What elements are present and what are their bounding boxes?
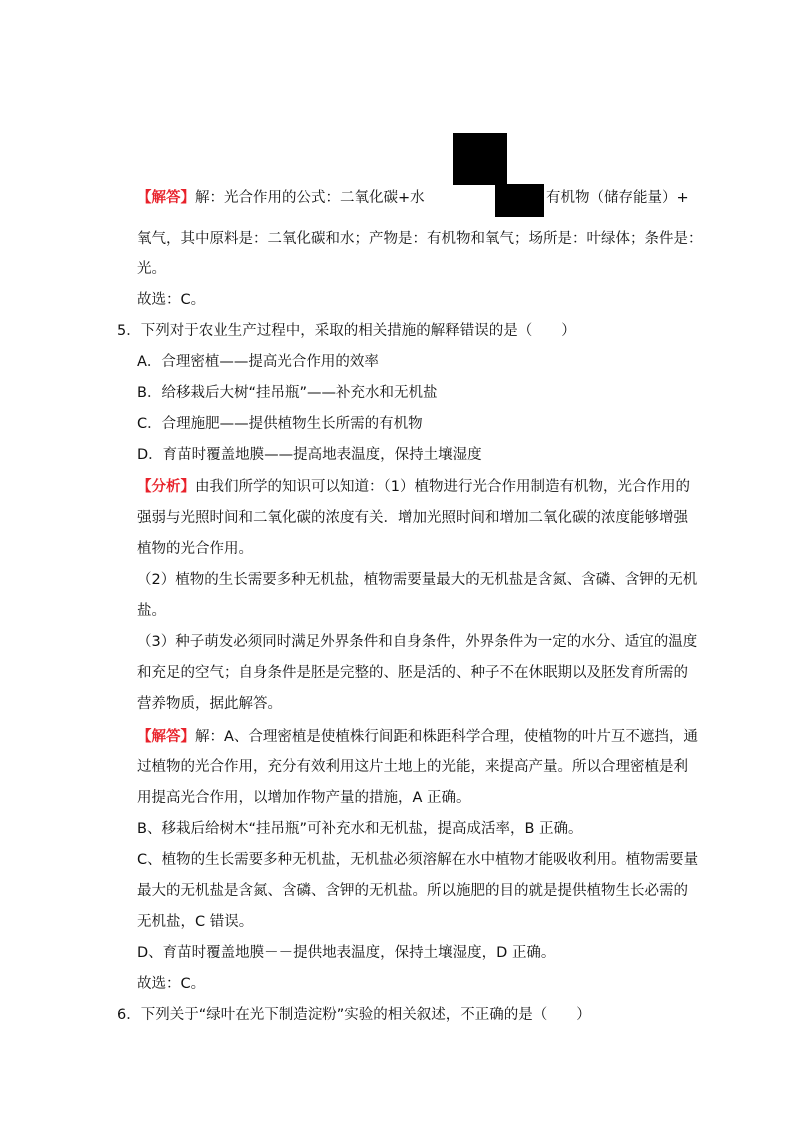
q5-option-c: C．合理施肥——提供植物生长所需的有机物 — [137, 416, 423, 432]
redaction-block-lower — [495, 184, 544, 217]
analysis-text: 由我们所学的知识可以知道：（1）植物进行光合作用制造有机物，光合作用的 — [195, 479, 690, 495]
q4-answer-line-3: 光。 — [137, 261, 166, 277]
q4-answer-line-1 — [137, 188, 425, 208]
q5-option-a: A．合理密植——提高光合作用的效率 — [137, 354, 379, 370]
q5-answer-line-1 — [137, 727, 698, 747]
q5-answer-line-6: 最大的无机盐是含氮、含磷、含钾的无机盐。所以施肥的目的就是提供植物生长必需的 — [137, 883, 688, 899]
q4-answer-line-1-tail: 有机物（储存能量）+ — [546, 190, 689, 206]
q5-answer-line-2: 过植物的光合作用，充分有效利用这片土地上的光能，来提高产量。所以合理密植是利 — [137, 759, 688, 775]
q4-choose: 故选：C。 — [137, 292, 206, 308]
q5-analysis-line-6: （3）种子萌发必须同时满足外界条件和自身条件，外界条件为一定的水分、适宜的温度 — [137, 634, 698, 650]
q5-analysis-line-4: （2）植物的生长需要多种无机盐，植物需要量最大的无机盐是含氮、含磷、含钾的无机 — [137, 572, 698, 588]
q5-answer-line-3: 用提高光合作用，以增加作物产量的措施，A 正确。 — [137, 790, 471, 806]
q5-answer-line-5: C、植物的生长需要多种无机盐，无机盐必须溶解在水中植物才能吸收利用。植物需要量 — [137, 852, 699, 868]
q6-question: 6．下列关于“绿叶在光下制造淀粉”实验的相关叙述，不正确的是（ ） — [117, 1007, 591, 1023]
q5-answer-line-7: 无机盐，C 错误。 — [137, 914, 254, 930]
q5-answer-line-8: D、育苗时覆盖地膜－－提供地表温度，保持土壤湿度，D 正确。 — [137, 945, 556, 961]
analysis-tag: 【分析】 — [137, 479, 195, 495]
answer-text: 解：A、合理密植是使植株行间距和株距科学合理，使植物的叶片互不遮挡，通 — [195, 729, 698, 745]
q5-analysis-line-8: 营养物质，据此解答。 — [137, 696, 282, 712]
answer-tag: 【解答】 — [137, 729, 195, 745]
q5-analysis-line-5: 盐。 — [137, 603, 166, 619]
q5-option-b: B．给移栽后大树“挂吊瓶”——补充水和无机盐 — [137, 385, 438, 401]
redaction-block-upper — [453, 133, 507, 185]
q4-answer-line-2: 氧气，其中原料是：二氧化碳和水；产物是：有机物和氧气；场所是：叶绿体；条件是： — [137, 231, 703, 247]
answer-text: 解：光合作用的公式：二氧化碳+水 — [195, 190, 425, 206]
q5-question: 5．下列对于农业生产过程中，采取的相关措施的解释错误的是（ ） — [117, 323, 576, 339]
q5-option-d: D．育苗时覆盖地膜——提高地表温度，保持土壤湿度 — [137, 447, 482, 463]
q5-choose: 故选：C。 — [137, 976, 206, 992]
q5-analysis-line-7: 和充足的空气；自身条件是胚是完整的、胚是活的、种子不在休眠期以及胚发育所需的 — [137, 665, 688, 681]
answer-tag: 【解答】 — [137, 190, 195, 206]
q5-analysis-line-1 — [137, 477, 690, 497]
q5-analysis-line-2: 强弱与光照时间和二氧化碳的浓度有关．增加光照时间和增加二氧化碳的浓度能够增强 — [137, 510, 688, 526]
q5-analysis-line-3: 植物的光合作用。 — [137, 541, 253, 557]
q5-answer-line-4: B、移栽后给树木“挂吊瓶”可补充水和无机盐，提高成活率，B 正确。 — [137, 821, 583, 837]
